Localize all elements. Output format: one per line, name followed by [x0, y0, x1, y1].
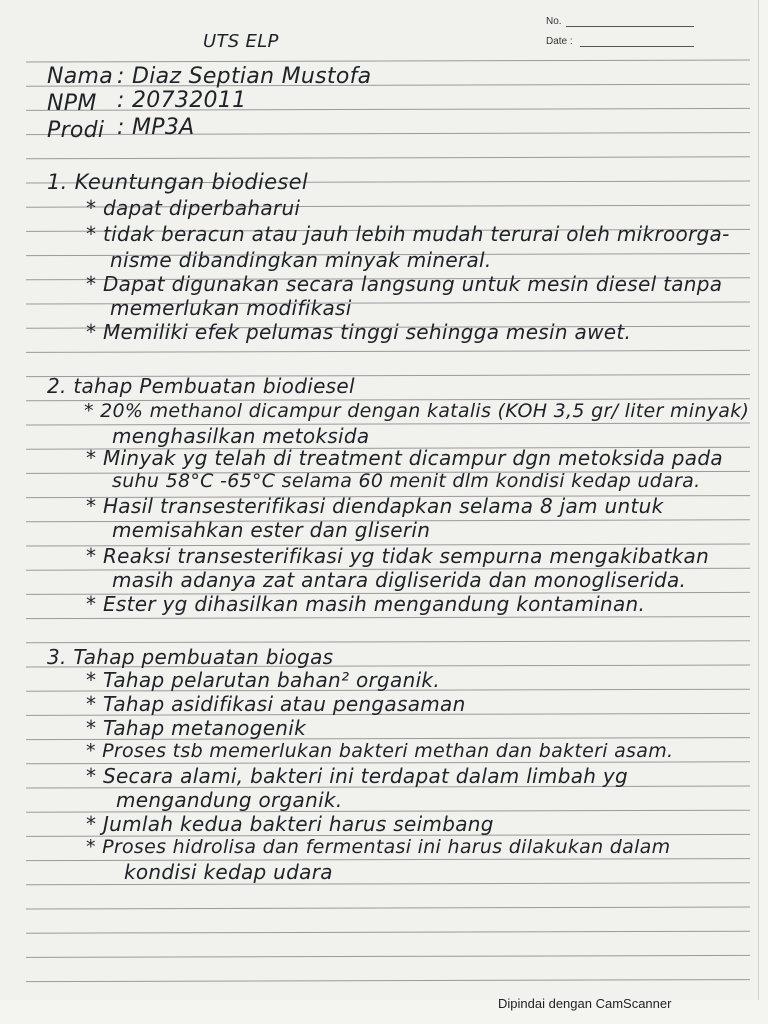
section1-line: * tidak beracun atau jauh lebih mudah terurai oleh mikroorga-	[86, 222, 730, 246]
name-value: : Diaz Septian Mustofa	[117, 64, 372, 89]
section3-heading: 3. Tahap pembuatan biogas	[47, 645, 334, 669]
ruled-line	[26, 907, 750, 909]
section3-line: mengandung organik.	[116, 788, 343, 812]
ruled-line	[26, 931, 750, 933]
section2-line: menghasilkan metoksida	[112, 424, 370, 448]
name-label: Nama	[47, 64, 114, 89]
section3-line: kondisi kedap udara	[124, 860, 333, 884]
no-field-line	[566, 26, 694, 27]
prodi-value: : MP3A	[117, 115, 195, 140]
section3-line: * Proses tsb memerlukan bakteri methan dan bakteri asam.	[86, 740, 674, 762]
section3-line: * Tahap metanogenik	[86, 716, 307, 740]
ruled-line	[26, 350, 750, 352]
no-label: No.	[546, 16, 562, 27]
section3-line: * Tahap pelarutan bahan² organik.	[86, 668, 440, 692]
section2-line: memisahkan ester dan gliserin	[112, 518, 431, 542]
section3-line: * Secara alami, bakteri ini terdapat dalam limbah yg	[86, 764, 629, 788]
section1-line: * dapat diperbaharui	[86, 196, 301, 220]
date-label: Date :	[546, 36, 573, 47]
section2-line: * Ester yg dihasilkan masih mengandung kontaminan.	[86, 592, 646, 616]
section1-line: memerlukan modifikasi	[110, 296, 352, 320]
section2-line: * Minyak yg telah di treatment dicampur dgn metoksida pada	[86, 446, 723, 470]
section3-line: * Jumlah kedua bakteri harus seimbang	[86, 812, 494, 836]
npm-value: : 20732011	[117, 88, 247, 113]
ruled-line	[26, 980, 750, 982]
npm-label: NPM	[47, 91, 97, 116]
ruled-line	[26, 60, 750, 62]
section3-line: * Tahap asidifikasi atau pengasaman	[86, 692, 466, 716]
ruled-line	[26, 641, 750, 643]
ruled-line	[26, 955, 750, 957]
scanner-watermark: Dipindai dengan CamScanner	[498, 996, 672, 1011]
section1-line: nisme dibandingkan minyak mineral.	[110, 248, 492, 272]
section2-line: * Hasil transesterifikasi diendapkan selama 8 jam untuk	[86, 494, 664, 518]
ruled-line	[26, 157, 750, 159]
section2-heading: 2. tahap Pembuatan biodiesel	[47, 374, 355, 398]
prodi-label: Prodi	[47, 118, 105, 143]
section1-line: * Memiliki efek pelumas tinggi sehingga mesin awet.	[86, 320, 632, 344]
section2-line: suhu 58°C -65°C selama 60 menit dlm kondisi kedap udara.	[112, 470, 701, 492]
page-title: UTS ELP	[203, 31, 279, 52]
section1-heading: 1. Keuntungan biodiesel	[47, 170, 309, 194]
date-field-line	[580, 46, 694, 47]
section3-line: * Proses hidrolisa dan fermentasi ini harus dilakukan dalam	[86, 836, 671, 858]
section2-line: * Reaksi transesterifikasi yg tidak sempurna mengakibatkan	[86, 544, 710, 568]
section2-line: * 20% methanol dicampur dengan katalis (KOH 3,5 gr/ liter minyak)	[84, 400, 750, 422]
ruled-line	[26, 617, 750, 619]
section2-line: masih adanya zat antara digliserida dan monogliserida.	[112, 568, 687, 592]
section1-line: * Dapat digunakan secara langsung untuk mesin diesel tanpa	[86, 272, 723, 296]
